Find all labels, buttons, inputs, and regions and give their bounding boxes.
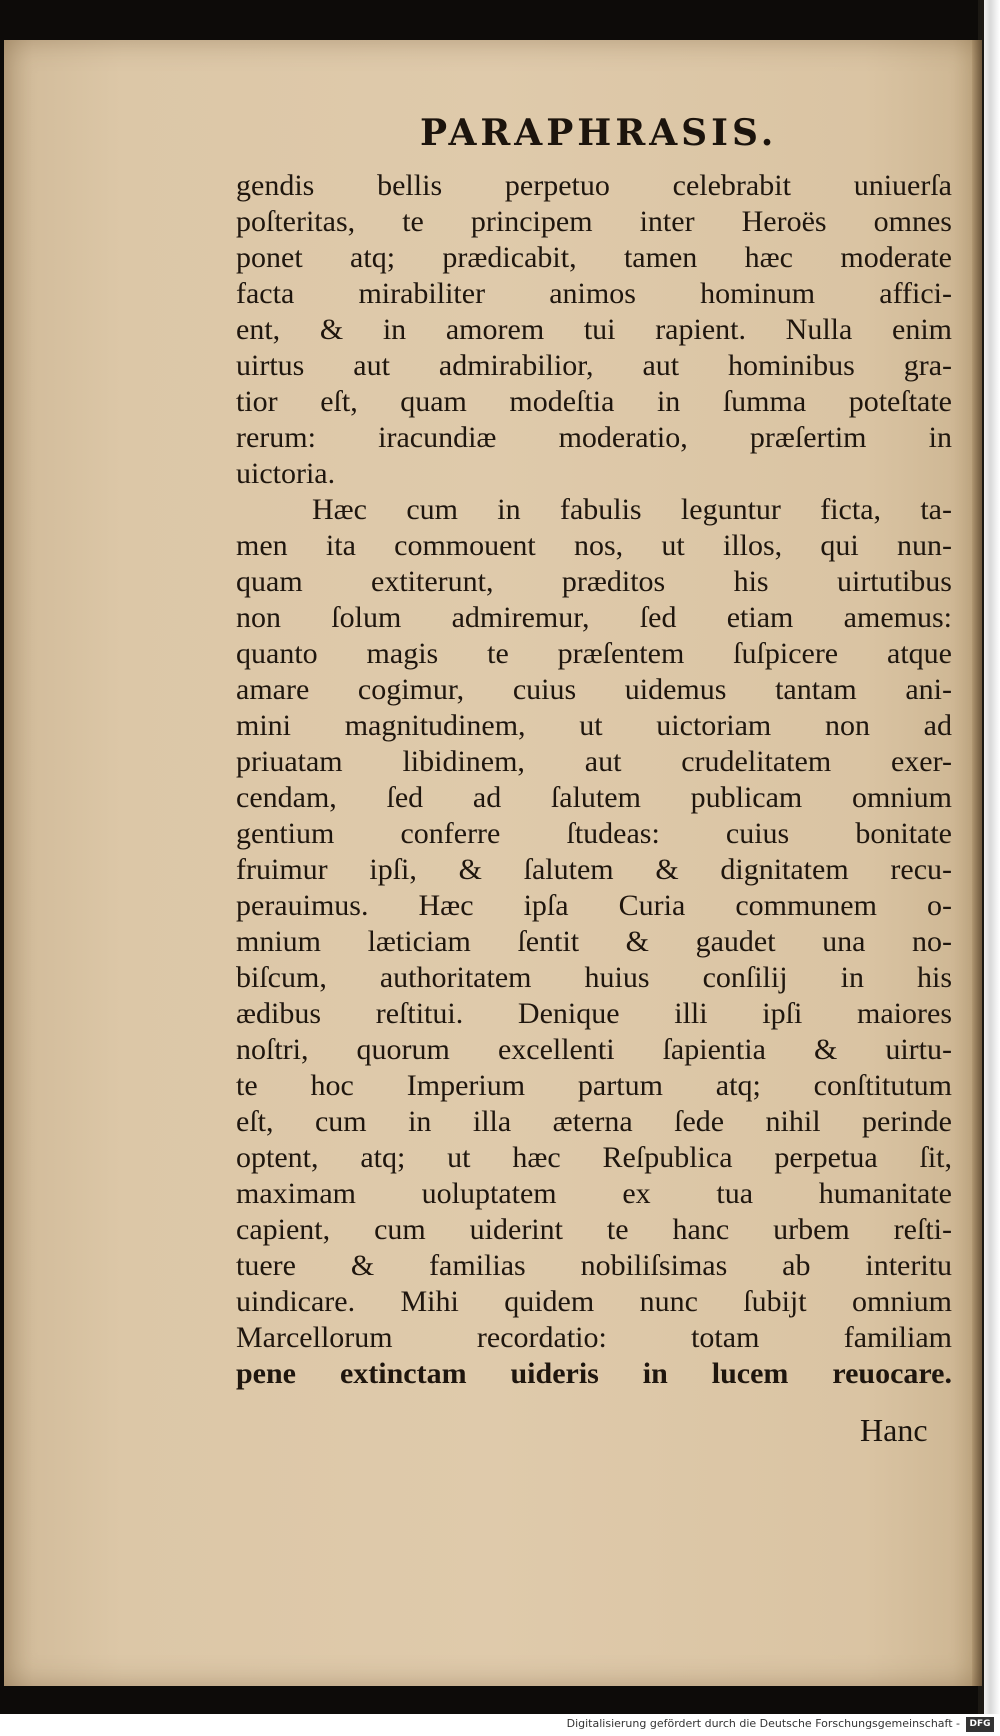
- text-line: ædibus reſtitui. Denique illi ipſi maiores: [236, 997, 952, 1030]
- text-line: eſt, cum in illa æterna ſede nihil perinde: [236, 1105, 952, 1138]
- text-line: amare cogimur, cuius uidemus tantam ani-: [236, 673, 952, 706]
- text-line: mini magnitudinem, ut uictoriam non ad: [236, 709, 952, 742]
- body-text: [236, 168, 952, 1392]
- page-edge: [972, 40, 982, 1686]
- text-line: Hæc cum in fabulis leguntur ficta, ta-: [312, 493, 952, 526]
- text-line: te hoc Imperium partum atq; conſtitutum: [236, 1069, 952, 1102]
- text-line: capient, cum uiderint te hanc urbem reſti-: [236, 1213, 952, 1246]
- text-line: uirtus aut admirabilior, aut hominibus gra-: [236, 349, 952, 382]
- running-head: PARAPHRASIS.: [420, 112, 778, 154]
- text-line: uictoria.: [236, 457, 336, 490]
- scan-margin: [984, 0, 1000, 1736]
- text-line: ponet atq; prædicabit, tamen hæc moderate: [236, 241, 952, 274]
- footer-credit: Digitalisierung gefördert durch die Deutsche Forschungsgemeinschaft -: [566, 1717, 960, 1730]
- text-line: quanto magis te præſentem ſuſpicere atque: [236, 637, 952, 670]
- text-line: ent, & in amorem tui rapient. Nulla enim: [236, 313, 952, 346]
- dfg-logo-icon: DFG: [966, 1717, 994, 1732]
- text-line: optent, atq; ut hæc Reſpublica perpetua ſit,: [236, 1141, 952, 1174]
- text-line: uindicare. Mihi quidem nunc ſubijt omnium: [236, 1285, 952, 1318]
- text-line: tuere & familias nobiliſsimas ab interitu: [236, 1249, 952, 1282]
- text-line: men ita commouent nos, ut illos, qui nun-: [236, 529, 952, 562]
- text-line: gentium conferre ſtudeas: cuius bonitate: [236, 817, 952, 850]
- text-line: rerum: iracundiæ moderatio, præſertim in: [236, 421, 952, 454]
- text-line: non ſolum admiremur, ſed etiam amemus:: [236, 601, 952, 634]
- text-line: fruimur ipſi, & ſalutem & dignitatem recu-: [236, 853, 952, 886]
- text-line: poſteritas, te principem inter Heroës omnes: [236, 205, 952, 238]
- text-line: pene extinctam uideris in lucem reuocare.: [236, 1357, 952, 1390]
- text-line: maximam uoluptatem ex tua humanitate: [236, 1177, 952, 1210]
- catchword: Hanc: [860, 1412, 928, 1448]
- text-line: tior eſt, quam modeſtia in ſumma poteſtate: [236, 385, 952, 418]
- text-line: biſcum, authoritatem huius conſilij in his: [236, 961, 952, 994]
- text-line: noſtri, quorum excellenti ſapientia & uirtu-: [236, 1033, 952, 1066]
- text-line: gendis bellis perpetuo celebrabit uniuerſa: [236, 169, 952, 202]
- text-line: facta mirabiliter animos hominum affici-: [236, 277, 952, 310]
- text-line: perauimus. Hæc ipſa Curia communem o-: [236, 889, 952, 922]
- text-line: priuatam libidinem, aut crudelitatem exer-: [236, 745, 952, 778]
- footer-bar: [0, 1714, 1000, 1736]
- text-line: quam extiterunt, præditos his uirtutibus: [236, 565, 952, 598]
- text-line: Marcellorum recordatio: totam familiam: [236, 1321, 952, 1354]
- text-line: cendam, ſed ad ſalutem publicam omnium: [236, 781, 952, 814]
- text-line: mnium læticiam ſentit & gaudet una no-: [236, 925, 952, 958]
